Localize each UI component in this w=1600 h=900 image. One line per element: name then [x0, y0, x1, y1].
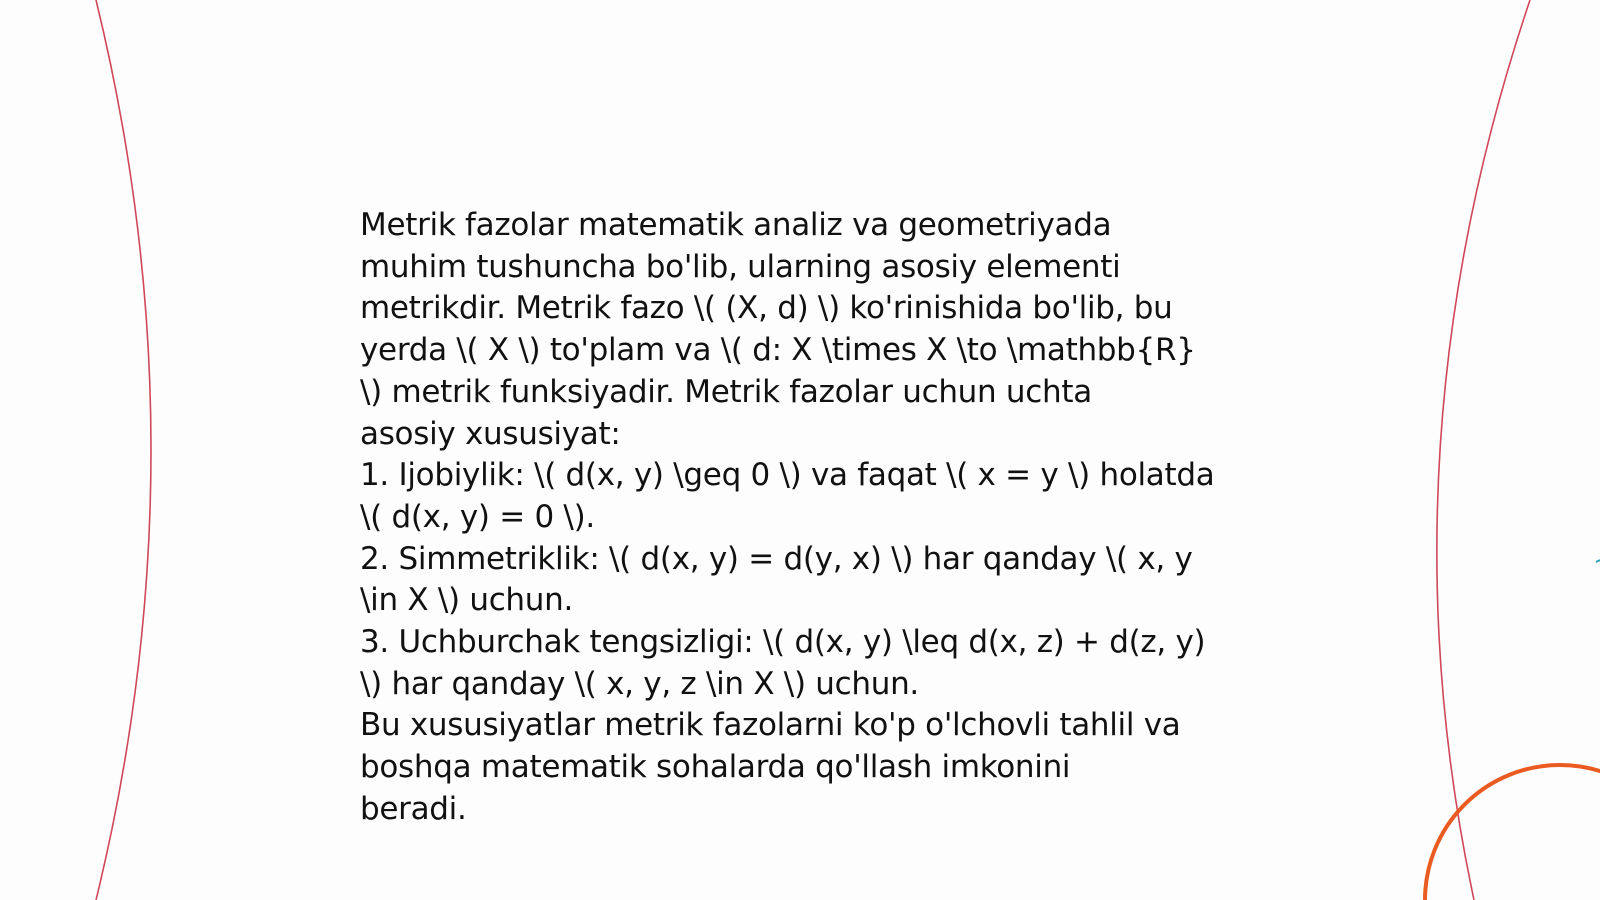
conclusion-line: boshqa matematik sohalarda qo'llash imkonini	[360, 749, 1071, 786]
body-line: yerda \( X \) to'plam va \( d: X \times X \to \mathbb{R}	[360, 332, 1196, 369]
right-arc-decoration	[1437, 0, 1530, 900]
conclusion-line: Bu xususiyatlar metrik fazolarni ko'p o'lchovli tahlil va	[360, 707, 1181, 744]
property-3-line: \) har qanday \( x, y, z \in X \) uchun.	[360, 665, 919, 702]
property-1-line: \( d(x, y) = 0 \).	[360, 498, 595, 535]
orange-circle-decoration	[1425, 765, 1600, 900]
property-1-line: 1. Ijobiylik: \( d(x, y) \geq 0 \) va faqat \( x = y \) holatda	[360, 457, 1215, 494]
body-line: metrikdir. Metrik fazo \( (X, d) \) ko'rinishida bo'lib, bu	[360, 290, 1173, 327]
property-3-line: 3. Uchburchak tengsizligi: \( d(x, y) \leq d(x, z) + d(z, y)	[360, 624, 1206, 661]
body-text	[360, 205, 1260, 831]
body-line: asosiy xususiyat:	[360, 415, 621, 452]
body-line: Metrik fazolar matematik analiz va geometriyada	[360, 207, 1112, 243]
body-line: \) metrik funksiyadir. Metrik fazolar uchun uchta	[360, 373, 1092, 410]
body-line: muhim tushuncha bo'lib, ularning asosiy elementi	[360, 248, 1121, 285]
property-2-line: \in X \) uchun.	[360, 582, 574, 619]
property-2-line: 2. Simmetriklik: \( d(x, y) = d(y, x) \) har qanday \( x, y	[360, 540, 1193, 577]
conclusion-line: beradi.	[360, 790, 467, 827]
left-arc-decoration	[96, 0, 151, 900]
teal-mark-decoration	[1596, 560, 1600, 562]
